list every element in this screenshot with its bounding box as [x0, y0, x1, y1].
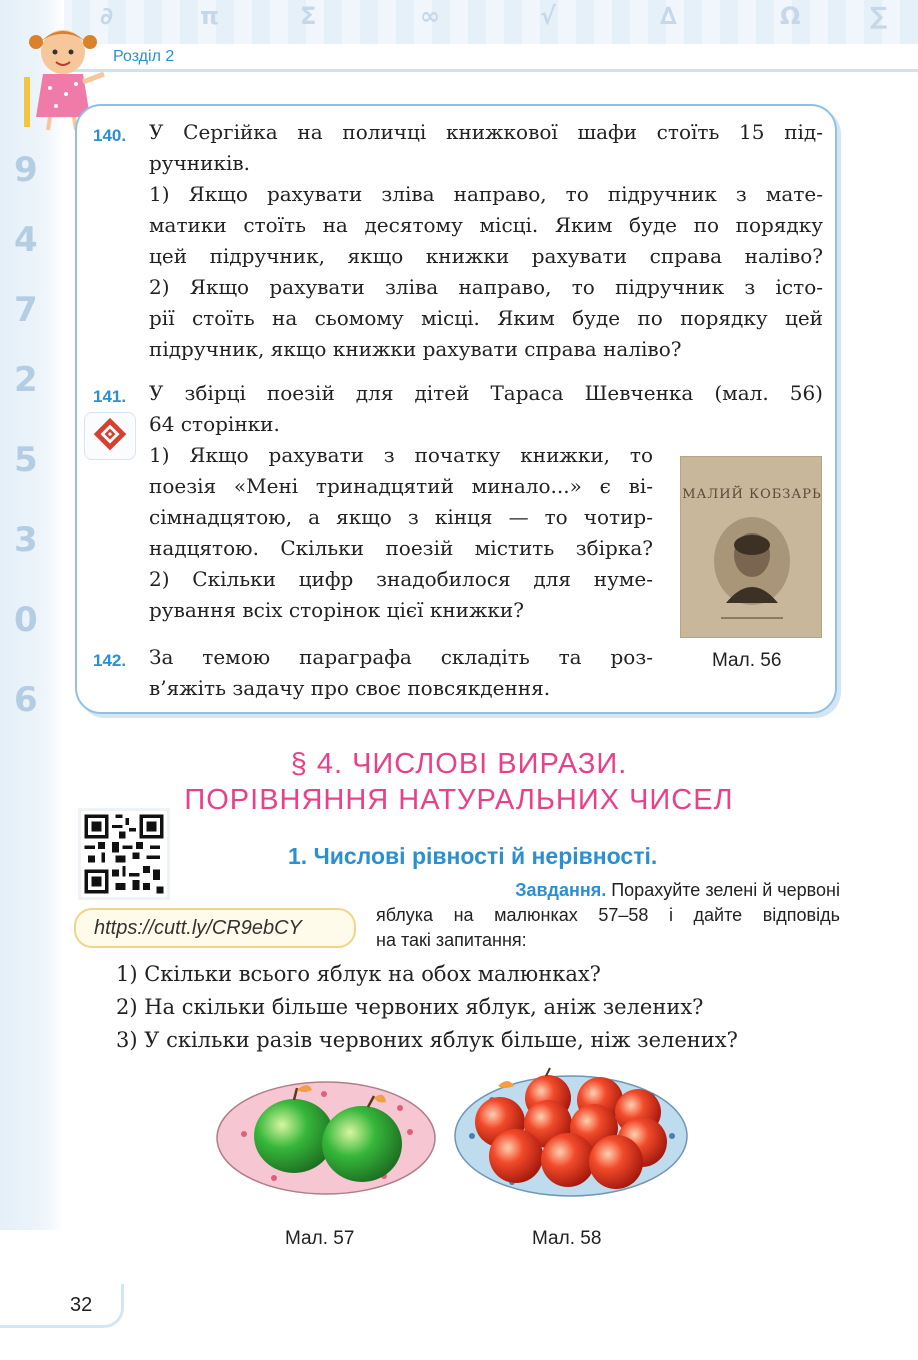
- decor-glyph: 7: [14, 290, 38, 330]
- url-link[interactable]: https://cutt.ly/CR9ebCY: [74, 908, 356, 948]
- embroidery-ornament-icon: [84, 412, 136, 460]
- task-text-line: 64 сторінки.: [149, 412, 280, 436]
- decor-glyph: ∑: [870, 2, 888, 30]
- task-text-line: підручник, якщо книжки рахувати справа наліво?: [149, 337, 682, 361]
- decor-glyph: ∞: [420, 2, 440, 30]
- page-number: 32: [70, 1294, 93, 1316]
- header-bar: [70, 44, 918, 72]
- decor-glyph: Σ: [300, 2, 317, 30]
- task-text-line: 1) Якщо рахувати з початку книжки, то: [149, 443, 653, 467]
- question-item: 3) У скільки разів червоних яблук більше, ніж зелених?: [116, 1028, 738, 1052]
- figure-57-caption: Мал. 57: [285, 1228, 355, 1249]
- decor-glyph: 5: [14, 440, 38, 480]
- task-text-line: в’яжіть задачу про своє повсякдення.: [149, 676, 551, 700]
- assignment-line-3: на такі запитання:: [376, 930, 527, 950]
- divider: [721, 617, 783, 619]
- decor-glyph: 0: [14, 600, 38, 640]
- decor-glyph: π: [200, 2, 219, 30]
- task-text-line: рування всіх сторінок цієї книжки?: [149, 598, 524, 622]
- task-text-line: ручників.: [149, 151, 250, 175]
- book-title: МАЛИЙ КОБЗАРЬ: [682, 487, 822, 502]
- task-text-line: У Сергійка на поличці книжкової шафи стоїть 15 під-: [149, 120, 823, 144]
- task-text-line: 2) Скільки цифр знадобилося для нуме-: [149, 567, 653, 591]
- decor-glyph: ∂: [100, 2, 114, 30]
- question-item: 1) Скільки всього яблук на обох малюнках?: [116, 962, 601, 986]
- task-number: 141.: [93, 387, 127, 406]
- left-decorative-strip: [0, 0, 64, 1230]
- subsection-title: 1. Числові рівності й нерівності.: [288, 843, 658, 869]
- question-item: 2) На скільки більше червоних яблук, аніж зелених?: [116, 995, 704, 1019]
- qr-code-icon: [78, 808, 170, 900]
- task-text-line: рії стоїть на сьомому місці. Яким буде по порядку цей: [149, 306, 823, 330]
- decor-glyph: ∆: [660, 2, 677, 30]
- assignment-line-1: [376, 880, 840, 901]
- task-text-line: сімнадцятою, а якщо з кінця — то чотир-: [149, 505, 653, 529]
- task-text-line: цей підручник, якщо книжки рахувати справа наліво?: [149, 244, 823, 268]
- top-decorative-band: [0, 0, 918, 44]
- figure-58-caption: Мал. 58: [532, 1228, 602, 1249]
- plate-red-apples-image: [452, 1066, 690, 1198]
- section-title-line2: ПОРІВНЯННЯ НАТУРАЛЬНИХ ЧИСЕЛ: [184, 784, 734, 816]
- decor-glyph: 3: [14, 520, 38, 560]
- task-number: 140.: [93, 126, 127, 145]
- portrait-icon: [712, 515, 792, 607]
- decor-glyph: 9: [14, 150, 38, 190]
- task-text-line: матики стоїть на десятому місці. Яким буде по порядку: [149, 213, 823, 237]
- task-text-line: За темою параграфа складіть та роз-: [149, 645, 653, 669]
- decor-glyph: 6: [14, 680, 38, 720]
- task-text-line: поезія «Мені тринадцятий минало...» є ві-: [149, 474, 653, 498]
- assignment-label: Завдання.: [515, 880, 607, 900]
- book-cover-image: [680, 456, 822, 638]
- decor-glyph: 4: [14, 220, 38, 260]
- task-text-line: надцятою. Скільки поезій містить збірка?: [149, 536, 653, 560]
- page-number-tab: [0, 1284, 124, 1328]
- plate-green-apples-image: [214, 1074, 438, 1198]
- assignment-text: Порахуйте зелені й червоні: [606, 880, 840, 900]
- chapter-label: Розділ 2: [113, 48, 175, 65]
- decor-glyph: √: [540, 2, 557, 30]
- task-text-line: 2) Якщо рахувати зліва направо, то підручник з істо-: [149, 275, 823, 299]
- task-text-line: У збірці поезій для дітей Тараса Шевченка (мал. 56): [149, 381, 823, 405]
- task-number: 142.: [93, 651, 127, 670]
- task-text-line: 1) Якщо рахувати зліва направо, то підручник з мате-: [149, 182, 823, 206]
- section-title-line1: § 4. ЧИСЛОВІ ВИРАЗИ.: [290, 748, 628, 780]
- assignment-line-2: яблука на малюнках 57–58 і дайте відповідь: [376, 905, 840, 925]
- figure-56-caption: Мал. 56: [712, 650, 782, 671]
- decor-glyph: Ω: [780, 2, 801, 30]
- decor-glyph: 2: [14, 360, 38, 400]
